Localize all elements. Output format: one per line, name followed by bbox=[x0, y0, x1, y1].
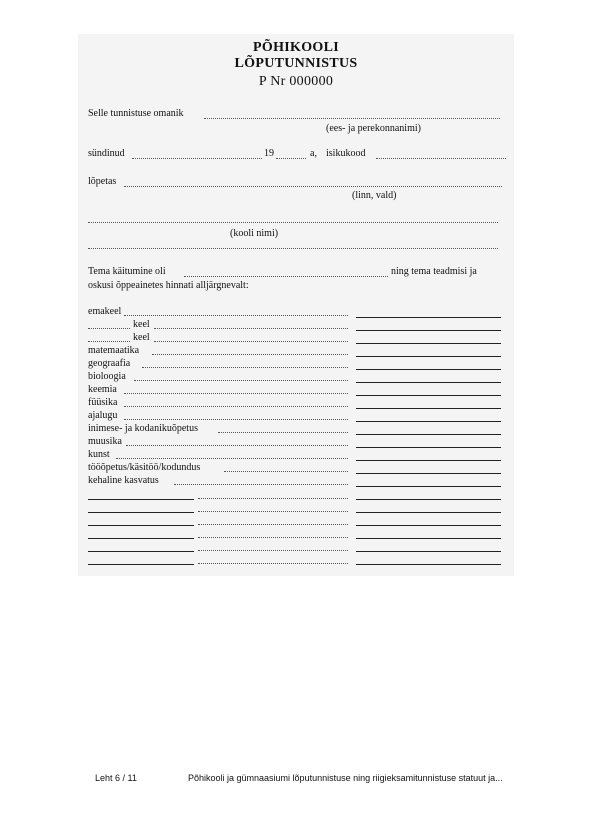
subject-label: geograafia bbox=[88, 358, 131, 369]
grade-field[interactable] bbox=[356, 356, 501, 357]
behavior-field[interactable] bbox=[184, 276, 388, 277]
subject-label: matemaatika bbox=[88, 345, 140, 356]
subject-label: inimese- ja kodanikuõpetus bbox=[88, 423, 198, 434]
extra-subject-field[interactable] bbox=[88, 538, 194, 539]
subject-leader bbox=[198, 550, 348, 551]
subject-label: emakeel bbox=[88, 306, 122, 317]
grade-field[interactable] bbox=[356, 369, 501, 370]
extra-subject-field[interactable] bbox=[88, 512, 194, 513]
subject-leader bbox=[124, 393, 348, 394]
subject-leader bbox=[124, 315, 348, 316]
subject-label: füüsika bbox=[88, 397, 118, 408]
subject-leader bbox=[154, 341, 348, 342]
grade-field[interactable] bbox=[356, 499, 501, 500]
birth-day-field[interactable] bbox=[132, 158, 262, 159]
subject-label: keel bbox=[133, 319, 150, 330]
id-code-label: isikukood bbox=[326, 148, 366, 159]
subject-leader bbox=[198, 524, 348, 525]
subject-leader bbox=[124, 406, 348, 407]
subject-leader bbox=[174, 484, 348, 485]
subject-leader bbox=[142, 367, 348, 368]
city-hint: (linn, vald) bbox=[352, 190, 397, 201]
document-title: Põhikooli ja gümnaasiumi lõputunnistuse ning riigieksamitunnistuse statuut ja... bbox=[188, 773, 503, 783]
subject-label: keemia bbox=[88, 384, 117, 395]
school-name-hint: (kooli nimi) bbox=[230, 228, 279, 239]
subject-leader bbox=[126, 445, 348, 446]
subject-leader bbox=[224, 471, 348, 472]
born-label: sündinud bbox=[88, 148, 125, 159]
subject-leader bbox=[198, 537, 348, 538]
school-name-field-2[interactable] bbox=[88, 248, 498, 249]
year-prefix: 19 bbox=[264, 148, 274, 159]
year-suffix: a, bbox=[310, 148, 317, 159]
extra-subject-field[interactable] bbox=[88, 551, 194, 552]
grade-field[interactable] bbox=[356, 460, 501, 461]
school-name-field[interactable] bbox=[88, 222, 498, 223]
language-name-field[interactable] bbox=[88, 328, 130, 329]
owner-name-field[interactable] bbox=[204, 118, 500, 119]
city-field[interactable] bbox=[124, 186, 502, 187]
grade-field[interactable] bbox=[356, 447, 501, 448]
grade-field[interactable] bbox=[356, 421, 501, 422]
subject-label: ajalugu bbox=[88, 410, 118, 421]
grade-field[interactable] bbox=[356, 408, 501, 409]
form-title-line2: LÕPUTUNNISTUS bbox=[234, 56, 358, 71]
grade-field[interactable] bbox=[356, 551, 501, 552]
behavior-continuation: ning tema teadmisi ja bbox=[391, 266, 477, 277]
grade-field[interactable] bbox=[356, 564, 501, 565]
language-name-field[interactable] bbox=[88, 341, 130, 342]
subject-label: tööõpetus/käsitöö/kodundus bbox=[88, 462, 201, 473]
subject-label: kunst bbox=[88, 449, 110, 460]
owner-name-hint: (ees- ja perekonnanimi) bbox=[326, 123, 421, 134]
grade-field[interactable] bbox=[356, 512, 501, 513]
grade-field[interactable] bbox=[356, 330, 501, 331]
graduated-label: lõpetas bbox=[88, 176, 117, 187]
form-title-line1: PÕHIKOOLI bbox=[253, 40, 339, 55]
grade-field[interactable] bbox=[356, 343, 501, 344]
grades-intro: oskusi õppeainetes hinnati alljärgnevalt: bbox=[88, 280, 249, 291]
grade-field[interactable] bbox=[356, 434, 501, 435]
subject-leader bbox=[154, 328, 348, 329]
subject-label: bioloogia bbox=[88, 371, 126, 382]
certificate-form bbox=[78, 34, 514, 576]
behavior-label: Tema käitumine oli bbox=[88, 266, 166, 277]
subject-leader bbox=[198, 563, 348, 564]
grade-field[interactable] bbox=[356, 317, 501, 318]
extra-subject-field[interactable] bbox=[88, 499, 194, 500]
certificate-number: P Nr 000000 bbox=[258, 74, 334, 89]
subject-leader bbox=[124, 419, 348, 420]
birth-year-field[interactable] bbox=[276, 158, 306, 159]
subject-leader bbox=[116, 458, 348, 459]
subject-leader bbox=[134, 380, 348, 381]
grade-field[interactable] bbox=[356, 538, 501, 539]
grade-field[interactable] bbox=[356, 473, 501, 474]
grade-field[interactable] bbox=[356, 486, 501, 487]
owner-label: Selle tunnistuse omanik bbox=[88, 108, 184, 119]
id-code-field[interactable] bbox=[376, 158, 506, 159]
subject-leader bbox=[218, 432, 348, 433]
grade-field[interactable] bbox=[356, 395, 501, 396]
subject-leader bbox=[198, 498, 348, 499]
subject-leader bbox=[152, 354, 348, 355]
subject-label: kehaline kasvatus bbox=[88, 475, 159, 486]
extra-subject-field[interactable] bbox=[88, 525, 194, 526]
grade-field[interactable] bbox=[356, 525, 501, 526]
extra-subject-field[interactable] bbox=[88, 564, 194, 565]
subject-label: muusika bbox=[88, 436, 122, 447]
page-indicator: Leht 6 / 11 bbox=[95, 773, 137, 783]
grade-field[interactable] bbox=[356, 382, 501, 383]
subject-leader bbox=[198, 511, 348, 512]
subject-label: keel bbox=[133, 332, 150, 343]
